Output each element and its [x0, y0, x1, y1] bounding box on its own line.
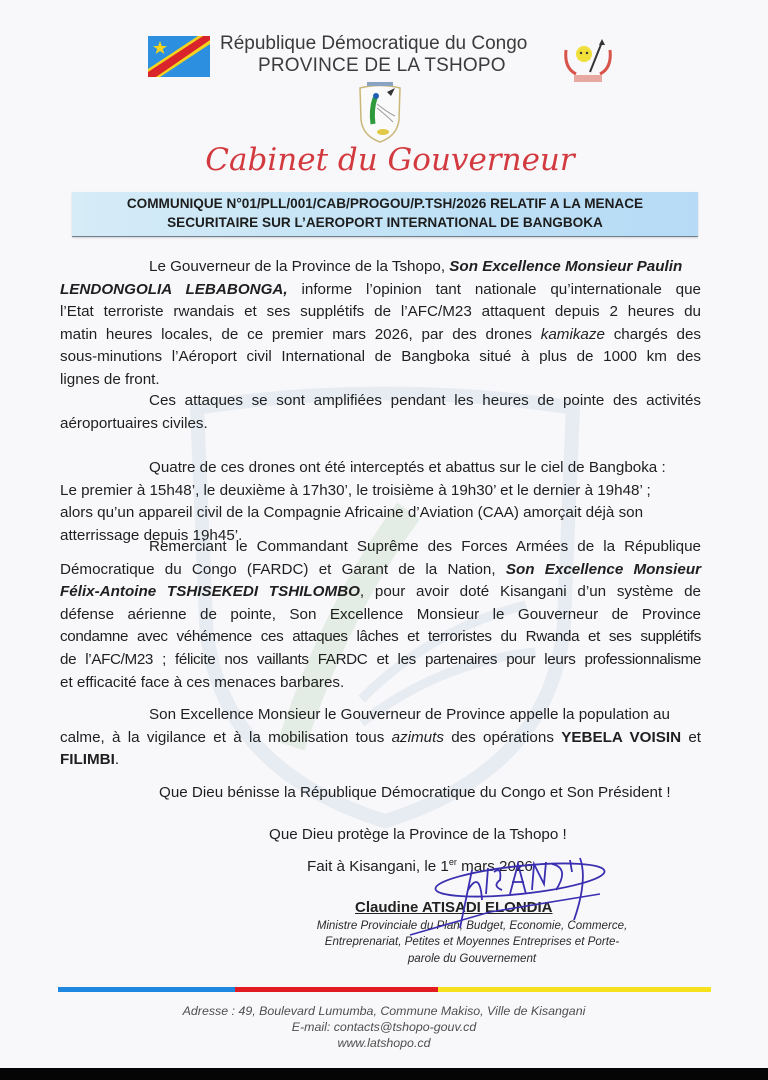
signatory-name: Claudine ATISADI ELONDIA: [355, 899, 553, 916]
cabinet-du-gouverneur-script: [205, 136, 575, 184]
paragraph-3: Quatre de ces drones ont été interceptés et abattus sur le ciel de Bangboka : Le premier à 15h48’, le deuxième à 17h30’, le troisième à 19h30’ et le dernier à 19h48’ ; alors qu’un appareil civil de la Compagnie Africaine d’Aviation (CAA) amorçait déjà son atterrissage depuis 19h45’.: [60, 459, 666, 544]
communique-title-box: [72, 192, 698, 237]
footer-bar-red: [235, 987, 438, 992]
paragraph-5: Son Excellence Monsieur le Gouverneur de Province appelle la population au calme, à la vigilance et à la mobilisation tous azimuts des opérations YEBELA VOISIN et FILIMBI.: [60, 706, 702, 769]
footer-email: E-mail: contacts@tshopo-gouv.cd: [291, 1020, 477, 1034]
communique-title-line-2: SECURITAIRE SUR L’AEROPORT INTERNATIONAL DE BANGBOKA: [167, 215, 603, 230]
handwritten-signature-icon: [420, 850, 605, 940]
footer-bar-blue: [58, 987, 235, 992]
signatory-role: Ministre Provinciale du Plan, Budget, Economie, Commerce, Entreprenariat, Petites et Moyennes Entreprises et Porte- parole du Gouvernement: [316, 919, 628, 965]
blessing-2: Que Dieu protège la Province de la Tshopo !: [269, 826, 567, 843]
paragraph-2: Ces attaques se sont amplifiées pendant les heures de pointe des activités aéroportuaires civiles.: [60, 392, 701, 432]
coat-of-arms-icon: [560, 38, 616, 84]
governor-name: LENDONGOLIA LEBABONGA,: [60, 280, 288, 298]
republic-title: République Démocratique du Congo: [220, 33, 528, 54]
president-name: Félix-Antoine TSHISEKEDI TSHILOMBO: [60, 583, 360, 601]
footer-address: Adresse : 49, Boulevard Lumumba, Commune Makiso, Ville de Kisangani: [182, 1004, 586, 1018]
governor-title: Son Excellence Monsieur Paulin: [449, 258, 683, 275]
operation-filimbi: FILIMBI: [60, 751, 115, 769]
cabinet-text: Cabinet du Gouverneur: [205, 142, 575, 178]
communique-title-line-1: COMMUNIQUE N°01/PLL/001/CAB/PROGOU/P.TSH/2026 RELATIF A LA MENACE: [126, 196, 644, 211]
footer-bar-yellow: [438, 987, 711, 992]
drc-flag-icon: [148, 36, 210, 77]
paragraph-4: Remerciant le Commandant Suprême des Forces Armées de la République Démocratique du Congo (FARDC) et Garant de la Nation, Son Excellence Monsieur Félix-Antoine TSHISEKEDI TSHILOMBO, pour avoir doté Kisangani d’un système de défense aérienne de pointe, Son Excellence Monsieur le Gouverneur de Province condamne avec véhémence ces attaques lâches et terroristes du Rwanda et ses supplétifs de l’AFC/M23 ; félicite nos vaillants FARDC et les partenaires pour leurs professionnalisme et efficacité face à ces menaces barbares.: [60, 538, 702, 691]
screen-bottom-bar: [0, 1068, 768, 1080]
footer-website: www.latshopo.cd: [337, 1036, 431, 1050]
paragraph-1: Le Gouverneur de la Province de la Tshopo, Son Excellence Monsieur Paulin LENDONGOLIA LEBABONGA, informe l’opinion tant nationale qu’internationale que l’Etat terroriste rwandais et ses supplétifs de l’AFC/M23 attaquent depuis 2 heures du matin heures locales, de ce premier mars 2026, par des drones kamikaze chargés des sous-minutions l’Aéroport civil International de Bangboka situé à plus de 1000 km des lignes de front.: [60, 258, 702, 388]
place-date: Fait à Kisangani, le 1er mars 2026: [307, 857, 533, 876]
blessing-1: Que Dieu bénisse la République Démocratique du Congo et Son Président !: [159, 784, 671, 801]
provincial-seal-icon: [357, 82, 403, 144]
operation-yebela-voisin: YEBELA VOISIN: [561, 728, 682, 746]
province-title: PROVINCE DE LA TSHOPO: [258, 55, 506, 76]
